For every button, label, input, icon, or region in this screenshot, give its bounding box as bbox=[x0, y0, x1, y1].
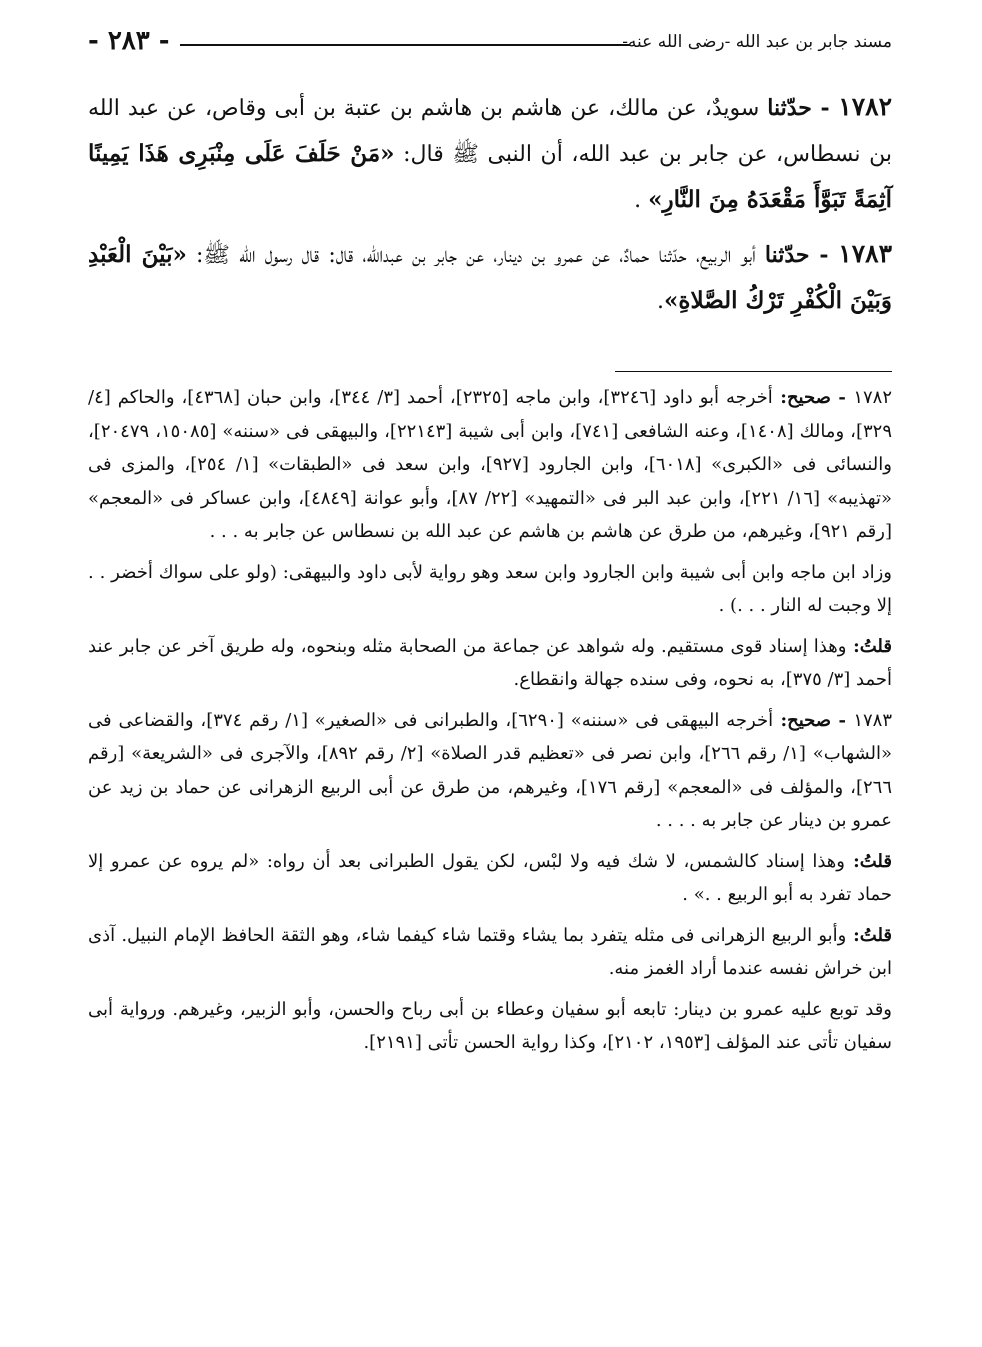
page-number: - ٢٨٣ - bbox=[88, 26, 170, 56]
comment-text: وأبو الربيع الزهرانى فى مثله يتفرد بما يشاء وقتما شاء كيفما شاء، وهو الثقة الحافظ الإمام النبيل. آذى ابن خراش نفسه عندما أراد الغمز منه. bbox=[88, 924, 892, 979]
comment-text: وهذا إسناد قوى مستقيم. وله شواهد عن جماعة من الصحابة مثله وبنحوه، وله طريق آخر عن جابر عند أحمد [٣/ ٣٧٥]، به نحوه، وفى سنده جهالة وانقطاع. bbox=[88, 635, 892, 690]
grade-label: - صحيح: bbox=[772, 387, 854, 408]
footnote-1783-followups: وقد توبع عليه عمرو بن دينار: تابعه أبو سفيان وعطاء بن أبى رباح والحسن، وأبو الزبير، وغيرهم. ورواية أبى سفيان تأتى عند المؤلف [١٩٥٣، ٢١٠٢]، وكذا رواية الحسن تأتى [٢١٩١]. bbox=[88, 998, 892, 1053]
footnote-1782 bbox=[88, 381, 892, 549]
footnotes bbox=[88, 381, 892, 1067]
footnote-number: ١٧٨٣ bbox=[853, 709, 892, 731]
header-rule bbox=[180, 44, 630, 46]
hadith-matn: «بَيْنَ الْعَبْدِ وَبَيْنَ الْكُفْرِ تَرْكُ الصَّلاةِ» bbox=[88, 241, 892, 314]
narration-lead: حدّثنا bbox=[764, 242, 810, 268]
footnote-1782-addition: وزاد ابن ماجه وابن أبى شيبة وابن الجارود وابن سعد وهو رواية لأبى داود والبيهقى: (ولو على سواك أخضر . . إلا وجبت له النار . . .) . bbox=[88, 561, 892, 616]
hadith-number: ١٧٨٣ bbox=[838, 239, 892, 268]
takhrij-text: أخرجه أبو داود [٣٢٤٦]، وابن ماجه [٢٣٢٥]، أحمد [٣/ ٣٤٤]، وابن حبان [٤٣٦٨]، والحاكم [٤/ ٣٢٩]، ومالك [١٤٠٨]، وعنه الشافعى [٧٤١]، وابن أبى شيبة [٢٢١٤٣]، والبيهقى فى «سننه» [١٥٠٨٥، ٢٠٤٧٩]، والنسائى فى «الكبرى» [٦٠١٨]، وابن الجارود [٩٢٧]، وابن سعد فى «الطبقات» [١/ ٢٥٤]، والمزى فى «تهذيبه» [١٦/ ٢٢١]، وابن عبد البر فى «التمهيد» [٢٢/ ٨٧]، وأبو عوانة [٤٨٤٩]، وابن عساكر فى «المعجم» [رقم ٩٢١]، وغيرهم، من طرق عن هاشم بن هاشم عن عبد الله بن نسطاس عن جابر به . . . bbox=[88, 387, 892, 542]
grade-label: - صحيح: bbox=[773, 709, 854, 731]
footnote-1783-comment-1 bbox=[88, 845, 892, 912]
qult-label: قلتُ: bbox=[846, 635, 892, 657]
footnote-divider bbox=[615, 371, 892, 372]
main-text bbox=[88, 84, 892, 332]
end-mark: . bbox=[634, 188, 649, 213]
footnote-1783-comment-2 bbox=[88, 919, 892, 986]
header-title: مسند جابر بن عبد الله -رضى الله عنه- bbox=[622, 32, 892, 52]
separator: - bbox=[811, 95, 839, 121]
qult-label: قلتُ: bbox=[846, 924, 893, 946]
takhrij-text: أخرجه البيهقى فى «سننه» [٦٢٩٠]، والطبرانى فى «الصغير» [١/ رقم ٣٧٤]، والقضاعى فى «الشهاب» [١/ رقم ٢٦٦]، وابن نصر فى «تعظيم قدر الصلاة» [٢/ رقم ٨٩٢]، والآجرى فى «الشريعة» [رقم ٢٦٦]، والمؤلف فى «المعجم» [رقم ١٧٦]، وغيرهم، من طرق عن أبى الربيع الزهرانى عن حماد بن زيد عن عمرو بن دينار عن جابر به . . . . bbox=[88, 709, 893, 831]
footnote-number: ١٧٨٢ bbox=[853, 387, 893, 408]
narration-lead: حدّثنا bbox=[767, 95, 812, 121]
hadith-1782 bbox=[88, 84, 892, 223]
hadith-1783 bbox=[88, 231, 892, 324]
footnote-1782-comment bbox=[88, 630, 892, 697]
qult-label: قلتُ: bbox=[845, 850, 892, 872]
running-header bbox=[88, 26, 892, 62]
isnad-text: أبو الربيع، حدّثنا حمادٌ، عن عمرو بن دينار، عن جابر بن عبدالله، قال: قال رسول الله ﷺ: bbox=[186, 243, 765, 268]
comment-text: وهذا إسناد كالشمس، لا شك فيه ولا لبْس، لكن يقول الطبرانى بعد أن رواه: «لم يروه عن عمرو إلا حماد تفرد به أبو الربيع . .» . bbox=[88, 850, 892, 905]
footnote-1783 bbox=[88, 704, 892, 838]
separator: - bbox=[809, 242, 839, 268]
hadith-matn: «مَنْ حَلَفَ عَلَى مِنْبَرِى هَذَا يَمِينًا آثِمَةً تَبَوَّأَ مَقْعَدَهُ مِنَ النَّارِ» bbox=[88, 140, 892, 213]
hadith-number: ١٧٨٢ bbox=[838, 92, 893, 121]
end-mark: . bbox=[657, 289, 665, 314]
isnad-text: سويدٌ، عن مالك، عن هاشم بن هاشم بن عتبة بن أبى وقاص، عن عبد الله بن نسطاس، عن جابر بن عبد الله، أن النبى ﷺ قال: bbox=[88, 96, 892, 167]
